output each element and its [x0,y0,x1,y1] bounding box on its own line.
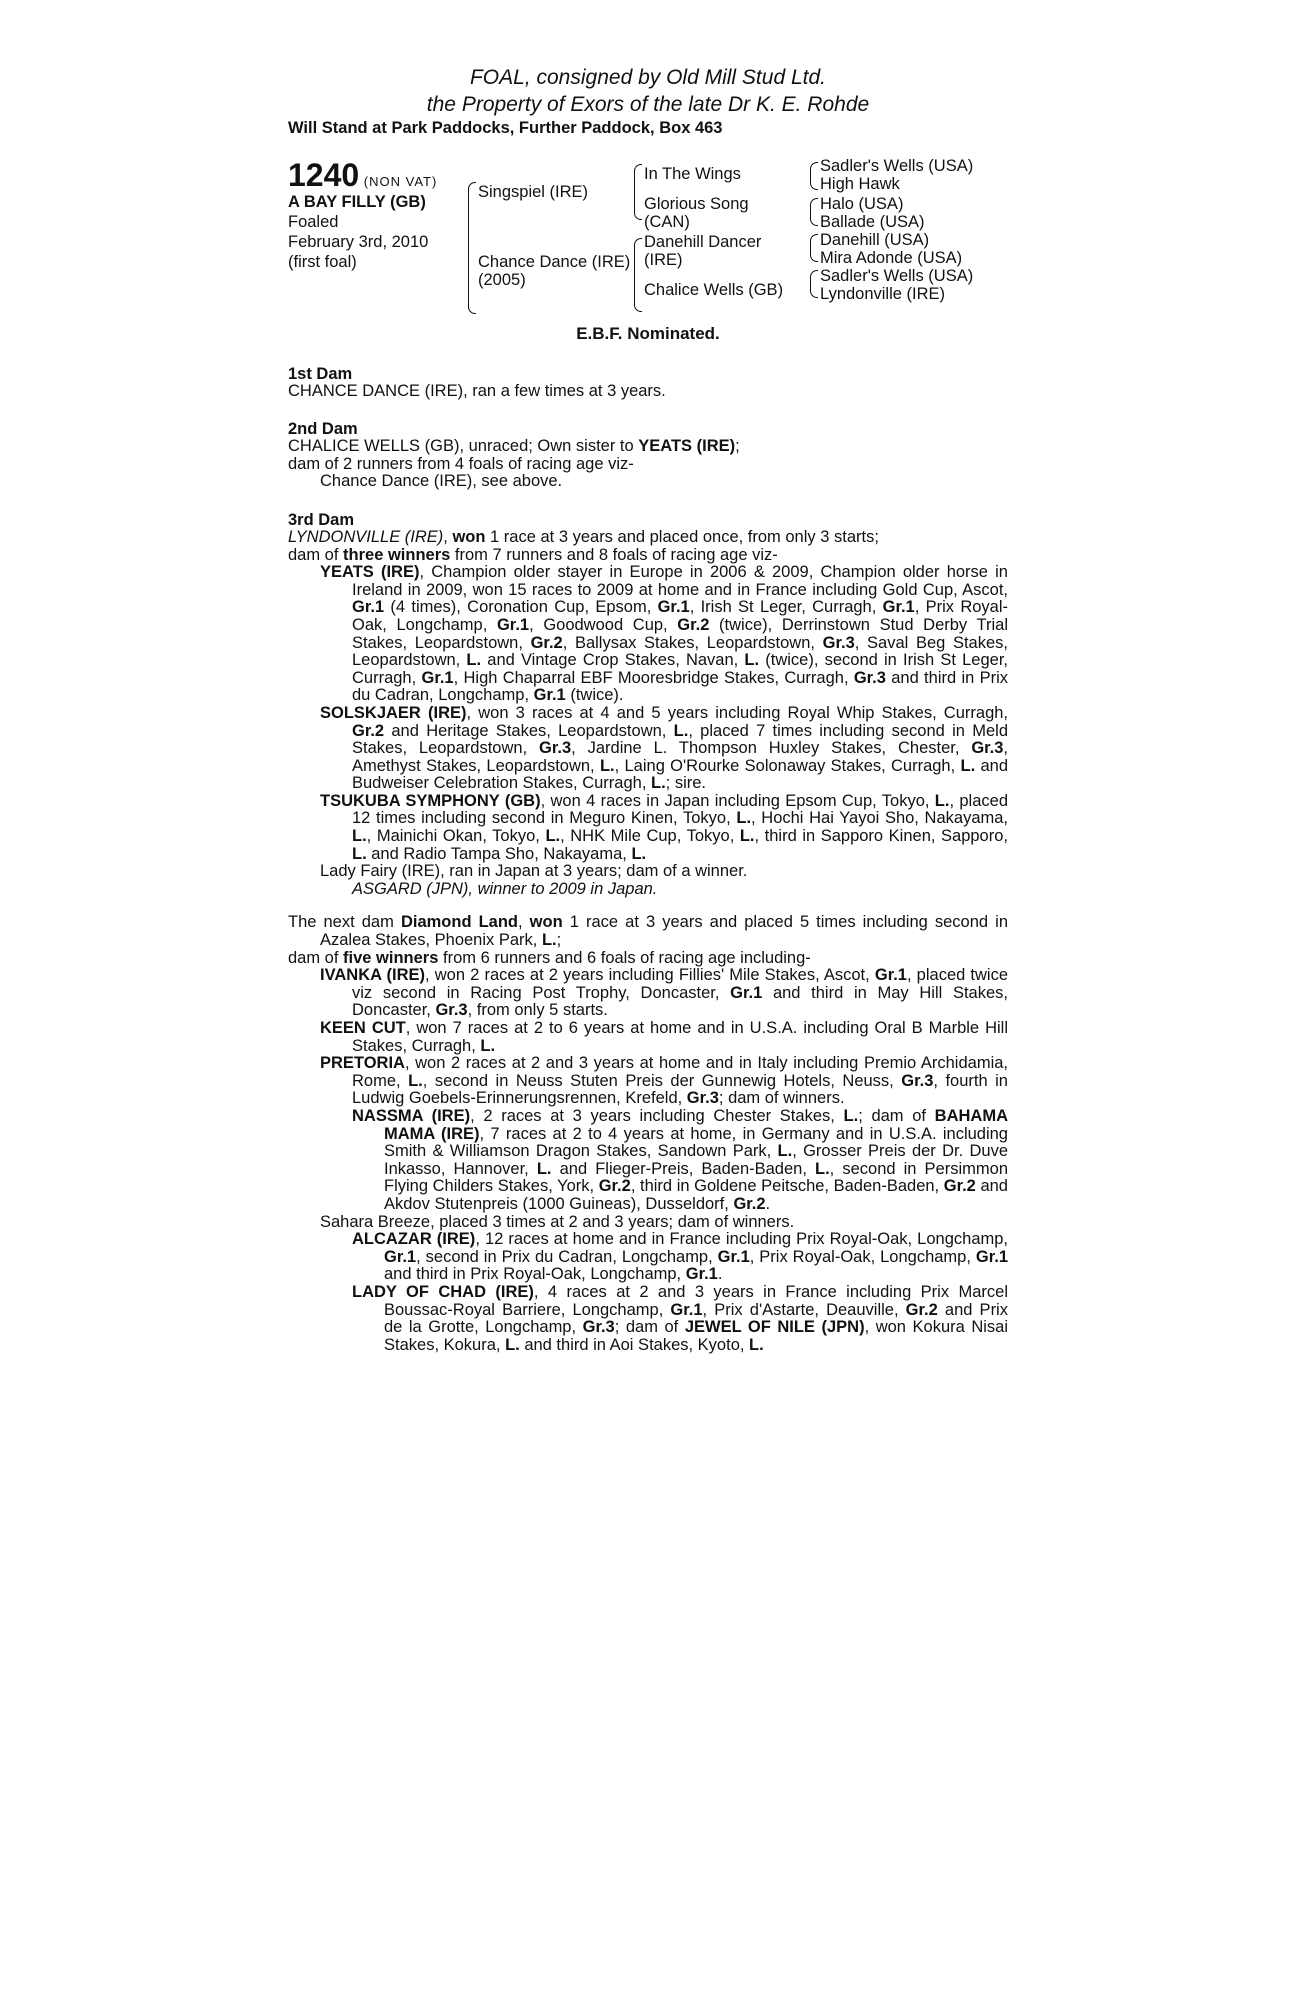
dd-brace [810,270,818,298]
text-run: . [717,1265,723,1284]
dds: Sadler's Wells (USA) [820,267,974,285]
bold-run: L. [599,756,615,775]
text-run: . [765,1194,771,1213]
bold-run: JEWEL OF NILE (JPN) [684,1318,865,1337]
produce-nassma [288,1108,1008,1214]
bold-run: Gr.1 [975,1247,1008,1266]
bold-run: BAHAMA MAMA (IRE) [384,1106,1008,1143]
foal-note: (first foal) [288,253,357,271]
bold-run: Gr.1 [730,983,763,1002]
text-run: , from only 5 starts. [467,1001,608,1020]
dss: Danehill (USA) [820,231,930,249]
bold-run: L. [843,1106,859,1125]
text-run: and Vintage Crop Stakes, Navan, [481,651,745,670]
stand-location: Will Stand at Park Paddocks, Further Paddock, Box 463 [288,119,723,137]
text-run: (twice), Derrinstown Stud Derby Trial Stakes, Leopardstown, [352,615,1008,652]
bold-run: Gr.3 [686,1089,719,1108]
bold-run: Gr.2 [677,615,710,634]
sire-brace [634,164,642,220]
produce-asgard: ASGARD (JPN), winner to 2009 in Japan. [352,879,658,898]
produce-keen-cut [288,1020,1008,1055]
sire-name: Singspiel (IRE) [478,183,589,201]
next-dam-won: won [529,913,563,932]
third-dam-name: LYNDONVILLE (IRE) [288,527,444,546]
text-run: and Akdov Stutenpreis (1000 Guineas), Dusseldorf, [384,1177,1008,1213]
produce-solskjaer [288,705,1008,793]
third-dam-foals: from 7 runners and 8 foals of racing age viz- [450,545,778,564]
foaled-label: Foaled [288,213,339,231]
text-run: (twice), second in Irish St Leger, Curragh, [352,651,1008,687]
bold-run: L. [673,721,689,740]
dam-brace [634,238,642,312]
second-dam-line3: Chance Dance (IRE), see above. [320,472,563,491]
pedigree-brace [468,182,476,314]
bold-run: Gr.2 [598,1177,631,1196]
ddd: Lyndonville (IRE) [820,285,946,303]
bold-run: L. [408,1071,423,1090]
text-run: , Hochi Hai Yayoi Sho, Nakayama, [751,809,1009,828]
bold-run: Gr.1 [882,598,915,617]
bold-run: L. [744,651,760,670]
next-dam-line2 [288,950,1008,968]
bold-run: L. [749,1335,764,1354]
text-run: , second in Prix du Cadran, Longchamp, [416,1247,718,1266]
bold-run: Gr.3 [853,668,886,687]
ss-brace [810,162,818,190]
bold-run: SOLSKJAER (IRE) [320,703,467,722]
sire-sire: In The Wings [644,165,741,183]
lot-number-line [288,158,437,192]
bold-run: Gr.2 [943,1177,976,1196]
sd-brace [810,198,818,226]
text-run: and third in Aoi Stakes, Kyoto, [519,1335,750,1354]
bold-run: Gr.1 [384,1247,417,1266]
bold-run: YEATS (IRE) [320,563,420,582]
bold-run: Gr.1 [670,1300,703,1319]
second-dam-line2: dam of 2 runners from 4 foals of racing age viz- [288,454,634,473]
bold-run: Gr.1 [421,668,454,687]
third-dam-dam-of: dam of [288,545,344,564]
text-run: , Champion older stayer in Europe in 2006 & 2009, Champion older horse in Ireland in 2009, won 15 races to 2009 at home and in France including Gold Cup, Ascot, [352,563,1008,599]
text-run: , Ballysax Stakes, Leopardstown, [562,633,823,652]
dam-name: Chance Dance (IRE) [478,253,631,271]
bold-run: Gr.1 [874,966,907,985]
text-run: , Saval Beg Stakes, Leopardstown, [352,633,1008,670]
text-run: , fourth in Ludwig Goebels-Erinnerungsrennen, Krefeld, [352,1071,1008,1108]
bold-run: Gr.3 [582,1318,615,1337]
next-dam-name: Diamond Land [400,913,519,932]
second-dam-line1 [288,438,1008,456]
text-run: , won 3 races at 4 and 5 years including Royal Whip Stakes, Curragh, [466,703,1009,722]
dam-dam: Chalice Wells (GB) [644,281,784,299]
sds: Halo (USA) [820,195,904,213]
property-line: the Property of Exors of the late Dr K. E. Rohde [426,93,870,116]
bold-run: LADY OF CHAD (IRE) [352,1282,534,1301]
next-dam-grade: L. [541,931,557,950]
next-dam-end: ; [556,931,562,950]
next-dam-record: 1 race at 3 years and placed 5 times including second in Azalea Stakes, Phoenix Park, [320,913,1008,950]
text-run: , placed 12 times including second in Meguro Kinen, Tokyo, [352,791,1009,828]
text-run: and third in Prix Royal-Oak, Longchamp, [384,1265,686,1284]
bold-run: Gr.3 [435,1001,468,1020]
text-run: , 12 races at home and in France including Prix Royal-Oak, Longchamp, [475,1230,1008,1249]
text-run: ; dam of winners. [718,1089,845,1108]
first-dam-text: CHANCE DANCE (IRE), ran a few times at 3 years. [288,381,666,400]
bold-run: L. [960,756,976,775]
text-run: , second in Neuss Stuten Preis der Gunnewig Hotels, Neuss, [422,1071,902,1090]
next-dam-punct: , [518,913,530,932]
text-run: , Grosser Preis der Dr. Duve Inkasso, Hannover, [384,1142,1008,1178]
bold-run: KEEN CUT [320,1019,406,1037]
bold-run: L. [631,844,647,863]
next-dam-dam-of: dam of [288,948,344,967]
lot-number: 1240 [288,157,360,193]
second-dam-punct: ; [735,437,740,456]
text-run: and Heritage Stakes, Leopardstown, [384,721,674,740]
produce-yeats [288,564,1008,705]
text-run: , Goodwood Cup, [529,615,678,634]
pedigree-table [288,158,1008,323]
text-run: , Jardine L. Thompson Huxley Stakes, Chester, [571,739,972,758]
text-run: , third in Goldene Peitsche, Baden-Baden, [630,1177,944,1196]
third-dam-punct: , [443,527,453,546]
text-run: , Prix Royal-Oak, Longchamp, [749,1247,976,1266]
next-dam-intro: The next dam [288,913,401,932]
text-run: (twice). [565,686,624,705]
text-run: , Mainichi Okan, Tokyo, [366,827,546,846]
ssd: High Hawk [820,175,900,193]
dam-year: (2005) [478,271,526,289]
ds-brace [810,234,818,262]
produce-lady-fairy: Lady Fairy (IRE), ran in Japan at 3 years; dam of a winner. [320,862,748,881]
bold-run: L. [536,1159,552,1178]
text-run: , Prix d'Astarte, Deauville, [702,1300,906,1319]
text-run: , Irish St Leger, Curragh, [689,598,883,617]
bold-run: Gr.3 [971,739,1004,758]
bold-run: Gr.1 [352,598,385,617]
bold-run: Gr.2 [352,721,385,740]
bold-run: Gr.1 [533,686,566,705]
third-dam-winners: three winners [343,545,451,564]
text-run: and Budweiser Celebration Stakes, Curragh, [352,756,1009,793]
third-dam-heading: 3rd Dam [288,510,355,529]
text-run: , Prix Royal-Oak, Longchamp, [352,598,1008,634]
sire-dam: Glorious Song [644,195,749,213]
produce-tsukuba [288,793,1008,863]
text-run: , 4 races at 2 and 3 years in France including Prix Marcel Boussac-Royal Barriere, Longchamp, [384,1282,1008,1319]
text-run: ; sire. [665,774,706,793]
dsd: Mira Adonde (USA) [820,249,963,267]
bold-run: L. [466,651,482,670]
ebf-nominated: E.B.F. Nominated. [576,324,720,343]
text-run: and Radio Tampa Sho, Nakayama, [366,844,632,863]
bold-run: L. [480,1036,496,1055]
text-run: , won 2 races at 2 and 3 years at home and in Italy including Premio Archidamia, Rome, [352,1054,1008,1090]
text-run: , NHK Mile Cup, Tokyo, [560,827,740,846]
text-run: , High Chaparral EBF Mooresbridge Stakes, Curragh, [453,668,854,687]
bold-run: Gr.3 [901,1071,934,1090]
text-run: , won 4 races in Japan including Epsom Cup, Tokyo, [540,791,935,810]
bold-run: L. [545,827,561,846]
produce-lady-of-chad [288,1284,1008,1354]
bold-run: L. [777,1142,793,1161]
text-run: , won 2 races at 2 years including Fillies' Mile Stakes, Ascot, [425,966,875,985]
second-dam-relative: YEATS (IRE) [638,437,736,456]
text-run: and Prix de la Grotte, Longchamp, [384,1300,1008,1337]
text-run: , Amethyst Stakes, Leopardstown, [352,739,1009,775]
bold-run: L. [934,791,950,810]
text-run: , won Kokura Nisai Stakes, Kokura, [384,1318,1009,1354]
text-run: , won 7 races at 2 to 6 years at home and in U.S.A. including Oral B Marble Hill Stakes, Curragh, [352,1019,1008,1055]
next-dam-winners: five winners [343,948,439,967]
text-run: (4 times), Coronation Cup, Epsom, [384,598,658,617]
text-run: , 2 races at 3 years including Chester Stakes, [470,1106,844,1125]
bold-run: Gr.1 [717,1247,750,1266]
bold-run: L. [352,827,367,846]
bold-run: Gr.2 [733,1194,766,1213]
bold-run: L. [739,827,755,846]
text-run: and third in May Hill Stakes, Doncaster, [352,983,1008,1020]
consignor-line: FOAL, consigned by Old Mill Stud Ltd. [469,66,826,89]
text-run: , placed 7 times including second in Meld Stakes, Leopardstown, [352,721,1008,758]
produce-ivanka [288,967,1008,1020]
produce-alcazar [288,1231,1008,1284]
lot-name: A BAY FILLY (GB) [288,193,426,211]
next-dam-line1 [288,914,1008,949]
bold-run: L. [736,809,752,828]
second-dam-heading: 2nd Dam [288,420,358,439]
text-run: ; dam of [614,1318,685,1337]
first-dam-heading: 1st Dam [288,364,353,383]
bold-run: Gr.1 [496,615,530,634]
third-dam-won: won [452,527,486,546]
bold-run: Gr.3 [539,739,572,758]
text-run: , second in Persimmon Flying Childers Stakes, York, [384,1159,1008,1196]
text-run: , Laing O'Rourke Solonaway Stakes, Curragh, [614,756,961,775]
bold-run: L. [505,1335,520,1354]
bold-run: ALCAZAR (IRE) [352,1230,476,1249]
third-dam-record: 1 race at 3 years and placed once, from only 3 starts; [485,527,879,546]
text-run: , 7 races at 2 to 4 years at home, in Germany and in U.S.A. including Smith & Williamson Dragon Stakes, Sandown Park, [384,1124,1008,1161]
dam-sire: Danehill Dancer [644,233,762,251]
text-run: , placed twice viz second in Racing Post Trophy, Doncaster, [352,966,1009,1002]
bold-run: Gr.2 [530,633,563,652]
next-dam-foals: from 6 runners and 6 foals of racing age including- [438,948,811,967]
foaled-date: February 3rd, 2010 [288,233,429,251]
bold-run: Gr.1 [657,598,690,617]
second-dam-text: CHALICE WELLS (GB), unraced; Own sister to [288,437,639,456]
bold-run: IVANKA (IRE) [320,966,426,985]
text-run: , third in Sapporo Kinen, Sapporo, [754,827,1008,846]
produce-sahara-breeze: Sahara Breeze, placed 3 times at 2 and 3 years; dam of winners. [320,1212,795,1231]
catalogue-page [288,64,1008,1354]
bold-run: Gr.3 [822,633,855,652]
sss: Sadler's Wells (USA) [820,157,974,175]
bold-run: NASSMA (IRE) [352,1106,471,1125]
dam-sire-country: (IRE) [644,251,683,269]
bold-run: L. [352,844,367,863]
bold-run: L. [650,774,666,793]
sdd: Ballade (USA) [820,213,925,231]
vat-status: (NON VAT) [363,174,438,189]
bold-run: Gr.1 [685,1265,718,1284]
bold-run: Gr.2 [905,1300,938,1319]
produce-pretoria [288,1055,1008,1108]
bold-run: PRETORIA [320,1054,405,1073]
bold-run: TSUKUBA SYMPHONY (GB) [320,791,541,810]
text-run: and third in Prix du Cadran, Longchamp, [352,668,1008,705]
third-dam-line2 [288,547,1008,565]
text-run: and Flieger-Preis, Baden-Baden, [551,1159,815,1178]
bold-run: L. [815,1159,830,1178]
third-dam-line1 [288,529,1008,547]
sire-dam-country: (CAN) [644,213,690,231]
text-run: ; dam of [858,1106,935,1125]
